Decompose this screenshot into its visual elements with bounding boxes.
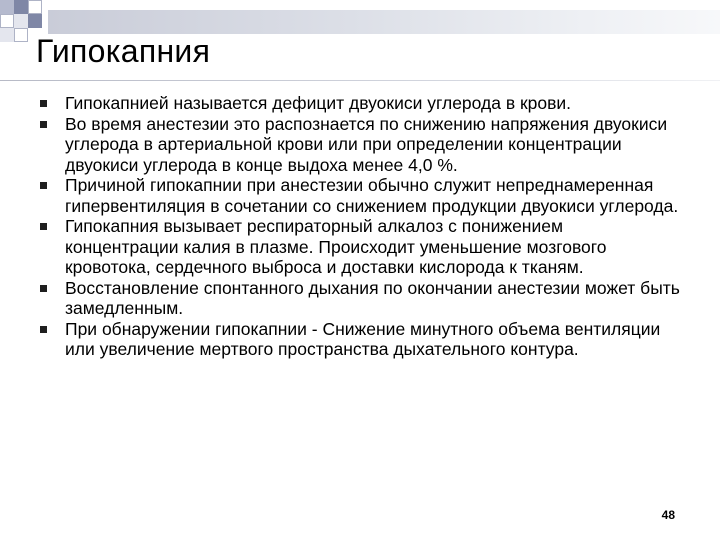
title-divider xyxy=(0,80,720,81)
header-gradient-bar xyxy=(48,10,720,34)
square-bullet-icon xyxy=(40,121,47,128)
bullet-item xyxy=(40,278,680,319)
bullet-item xyxy=(40,175,680,216)
bullet-item xyxy=(40,114,680,176)
square-bullet-icon xyxy=(40,223,47,230)
bullet-text: Причиной гипокапнии при анестезии обычно служит непреднамеренная гипервентиляция в сочетании со снижением продукции двуокиси углерода. xyxy=(65,175,679,216)
bullet-item xyxy=(40,216,680,278)
bullet-text: Восстановление спонтанного дыхания по окончании анестезии может быть замедленным. xyxy=(65,277,680,318)
bullet-text: Во время анестезии это распознается по снижению напряжения двуокиси углерода в артериальной крови или при определении концентрации двуокиси углерода в конце выдоха менее 4,0 %. xyxy=(65,113,668,175)
square-bullet-icon xyxy=(40,182,47,189)
decor-square xyxy=(0,28,14,42)
slide-title: Гипокапния xyxy=(36,33,211,69)
decor-square xyxy=(14,14,28,28)
square-bullet-icon xyxy=(40,285,47,292)
bullet-list xyxy=(40,93,680,360)
bullet-text: При обнаружении гипокапнии - Снижение минутного объема вентиляции или увеличение мертвого пространства дыхательного контура. xyxy=(65,318,661,359)
decor-square xyxy=(28,14,42,28)
bullet-item xyxy=(40,93,680,114)
square-bullet-icon xyxy=(40,100,47,107)
bullet-item xyxy=(40,319,680,360)
decor-square xyxy=(0,0,14,14)
decor-square xyxy=(28,0,42,14)
page-number: 48 xyxy=(661,508,675,522)
bullet-text: Гипокапнией называется дефицит двуокиси углерода в крови. xyxy=(65,93,572,113)
bullet-text: Гипокапния вызывает респираторный алкалоз с понижением концентрации калия в плазме. Происходит уменьшение мозгового кровотока, сердечного выброса и доставки кислорода к тканям. xyxy=(65,216,607,277)
square-bullet-icon xyxy=(40,326,47,333)
decor-square xyxy=(14,0,28,14)
decor-square xyxy=(0,14,14,28)
decor-square xyxy=(14,28,28,42)
